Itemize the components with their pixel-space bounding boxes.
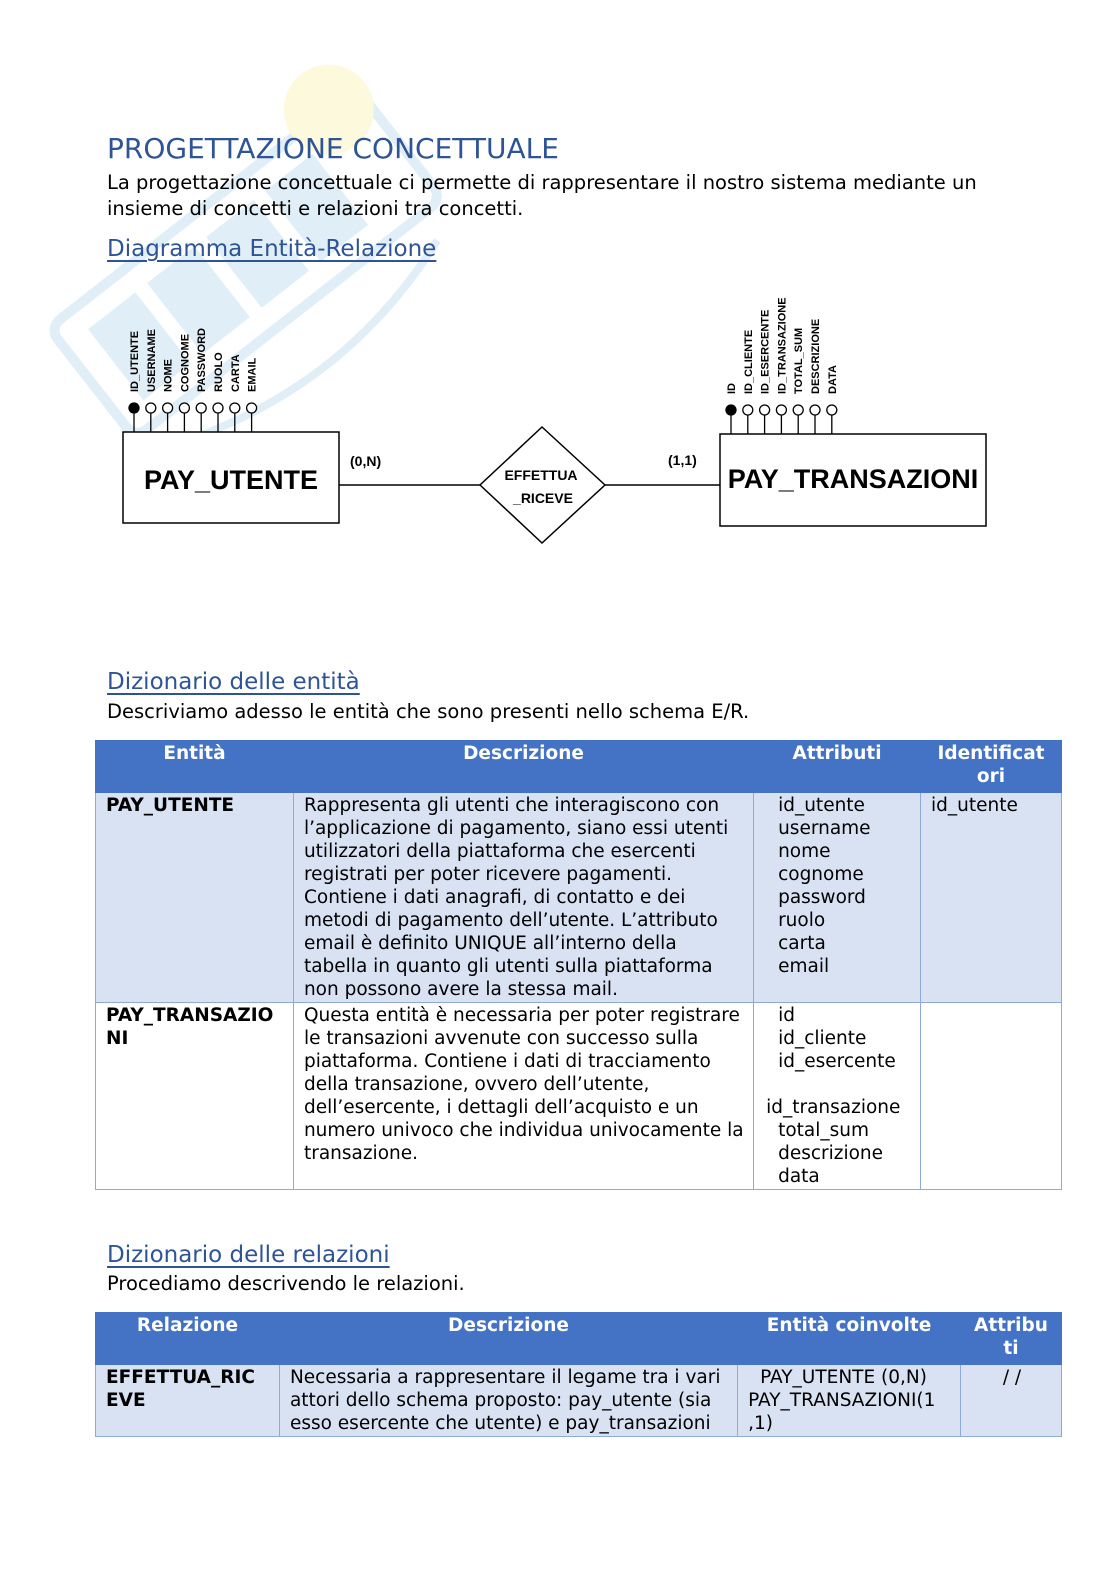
attribute: data bbox=[778, 1166, 820, 1187]
attribute: id bbox=[778, 1005, 795, 1026]
intro-paragraph: La progettazione concettuale ci permette di rappresentare il nostro sistema mediante un insieme di concetti e relazioni tra concetti. bbox=[107, 171, 977, 220]
relation-description: Necessaria a rappresentare il legame tra i vari attori dello schema proposto: pay_utente (sia esso esercente che utente) e pay_transazioni bbox=[279, 1365, 737, 1437]
entity-attributes bbox=[754, 793, 921, 1003]
attribute: descrizione bbox=[778, 1143, 884, 1164]
attribute-marker bbox=[179, 403, 189, 413]
entity-left-name: PAY_UTENTE bbox=[143, 465, 319, 495]
col-entity: Entità bbox=[96, 741, 294, 793]
attribute-label: DESCRIZIONE bbox=[810, 318, 822, 394]
attribute: nome bbox=[778, 841, 831, 862]
attribute-label: TOTAL_SUM bbox=[793, 327, 806, 394]
attribute-marker bbox=[196, 403, 206, 413]
relation-table bbox=[95, 1312, 1062, 1437]
relation-name-line1: EFFETTUA_RIC bbox=[106, 1367, 255, 1388]
attribute-label: ID_CLIENTE bbox=[742, 329, 755, 394]
entity-name bbox=[96, 1003, 294, 1190]
attribute: id_cliente bbox=[778, 1028, 867, 1049]
attribute-marker bbox=[827, 405, 837, 415]
col-entities: Entità coinvolte bbox=[738, 1313, 961, 1365]
heading-er-diagram: Diagramma Entità-Relazione bbox=[107, 236, 437, 262]
entity-attributes bbox=[754, 1003, 921, 1190]
relationship-label-2: _RICEVE bbox=[513, 490, 573, 506]
entity-dictionary-subtitle: Descriviamo adesso le entità che sono presenti nello schema E/R. bbox=[107, 700, 750, 723]
attribute: id_esercente bbox=[778, 1051, 896, 1072]
entity-name-line2: NI bbox=[106, 1028, 129, 1049]
relation-entity: PAY_TRANSAZIONI(1 bbox=[748, 1390, 936, 1411]
relation-entity: ,1) bbox=[748, 1413, 773, 1434]
entity-description: Questa entità è necessaria per poter registrare le transazioni avvenute con successo sulla piattaforma. Contiene i dati di tracciamento della transazione, ovvero dell’utente, dell’esercente, i dettagli dell’acquisto e un numero univoco che individua univocamente la transazione. bbox=[293, 1003, 753, 1190]
entity-description: Rappresenta gli utenti che interagiscono con l’applicazione di pagamento, siano essi utenti utilizzatori della piattaforma che esercenti registrati per poter ricevere pagamenti. Contiene i dati anagrafi, di contatto e dei metodi di pagamento dell’utente. L’attributo email è definito UNIQUE all’interno della tabella in quanto gli utenti sulla piattaforma non possono avere la stessa mail. bbox=[293, 793, 753, 1003]
attribute-label: EMAIL bbox=[246, 357, 259, 392]
col-relation: Relazione bbox=[96, 1313, 280, 1365]
entity-identifier bbox=[921, 1003, 1062, 1190]
attribute-marker bbox=[213, 403, 223, 413]
attribute-label: ID_TRANSAZIONE bbox=[776, 297, 789, 394]
table-row bbox=[96, 1365, 1062, 1437]
attribute: id_transazione bbox=[766, 1097, 901, 1118]
table-row bbox=[96, 1003, 1062, 1190]
col-attributes: Attributi bbox=[754, 741, 921, 793]
attribute-marker bbox=[146, 403, 156, 413]
entity-identifier: id_utente bbox=[921, 793, 1062, 1003]
col-attributes-line2: ti bbox=[1003, 1338, 1019, 1359]
entity-left-attributes bbox=[129, 328, 259, 432]
attribute-label: COGNOME bbox=[179, 333, 192, 392]
attribute: username bbox=[778, 818, 871, 839]
attribute-marker bbox=[810, 405, 820, 415]
relation-entities bbox=[738, 1365, 961, 1437]
col-identifiers-line1: Identificat bbox=[937, 743, 1045, 764]
table-row bbox=[96, 793, 1062, 1003]
entity-name: PAY_UTENTE bbox=[96, 793, 294, 1003]
attribute-marker bbox=[230, 403, 240, 413]
relation-name-line2: EVE bbox=[106, 1390, 146, 1411]
attribute: total_sum bbox=[778, 1120, 870, 1141]
attribute-marker bbox=[163, 403, 173, 413]
col-attributes-line1: Attribu bbox=[974, 1315, 1048, 1336]
col-attributes bbox=[961, 1313, 1062, 1365]
relation-dictionary-subtitle: Procediamo descrivendo le relazioni. bbox=[107, 1272, 465, 1295]
attribute: password bbox=[778, 887, 866, 908]
col-description: Descrizione bbox=[279, 1313, 737, 1365]
attribute-marker bbox=[793, 405, 803, 415]
col-identifiers bbox=[921, 741, 1062, 793]
attribute-label: ID bbox=[726, 383, 738, 394]
attribute-label: RUOLO bbox=[213, 352, 225, 392]
attribute-label: CARTA bbox=[229, 354, 242, 392]
attribute-marker bbox=[247, 403, 257, 413]
attribute: email bbox=[778, 956, 830, 977]
relation-entity: PAY_UTENTE (0,N) bbox=[760, 1367, 927, 1388]
attribute: cognome bbox=[778, 864, 864, 885]
entity-right-name: PAY_TRANSAZIONI bbox=[727, 464, 979, 494]
relation-table-header bbox=[96, 1313, 1062, 1365]
relationship-diamond bbox=[480, 427, 605, 543]
col-description: Descrizione bbox=[293, 741, 753, 793]
er-diagram bbox=[110, 285, 1010, 565]
attribute-label: DATA bbox=[826, 365, 839, 394]
entity-right-attributes bbox=[726, 297, 839, 434]
cardinality-left: (0,N) bbox=[350, 453, 382, 469]
attribute: ruolo bbox=[778, 910, 826, 931]
entity-table-header bbox=[96, 741, 1062, 793]
heading-relation-dictionary: Dizionario delle relazioni bbox=[107, 1242, 390, 1268]
attribute-label: ID_ESERCENTE bbox=[759, 309, 772, 394]
attribute-label: NOME bbox=[162, 359, 175, 392]
col-identifiers-line2: ori bbox=[976, 766, 1006, 787]
cardinality-right: (1,1) bbox=[668, 452, 697, 468]
attribute: id_utente bbox=[778, 795, 865, 816]
heading-entity-dictionary: Dizionario delle entità bbox=[107, 669, 360, 695]
attribute: carta bbox=[778, 933, 826, 954]
relation-name bbox=[96, 1365, 280, 1437]
relation-attributes: / / bbox=[961, 1365, 1062, 1437]
key-attribute-marker bbox=[129, 403, 139, 413]
attribute-label: PASSWORD bbox=[196, 328, 209, 392]
relationship-label-1: EFFETTUA bbox=[504, 467, 578, 483]
attribute-marker bbox=[743, 405, 753, 415]
attribute-label: USERNAME bbox=[145, 329, 158, 392]
attribute-marker bbox=[776, 405, 786, 415]
attribute-label: ID_UTENTE bbox=[129, 330, 141, 392]
entity-table bbox=[95, 740, 1062, 1190]
entity-name-line1: PAY_TRANSAZIO bbox=[106, 1005, 274, 1026]
page-title: PROGETTAZIONE CONCETTUALE bbox=[107, 132, 559, 165]
key-attribute-marker bbox=[726, 405, 736, 415]
attribute-marker bbox=[760, 405, 770, 415]
